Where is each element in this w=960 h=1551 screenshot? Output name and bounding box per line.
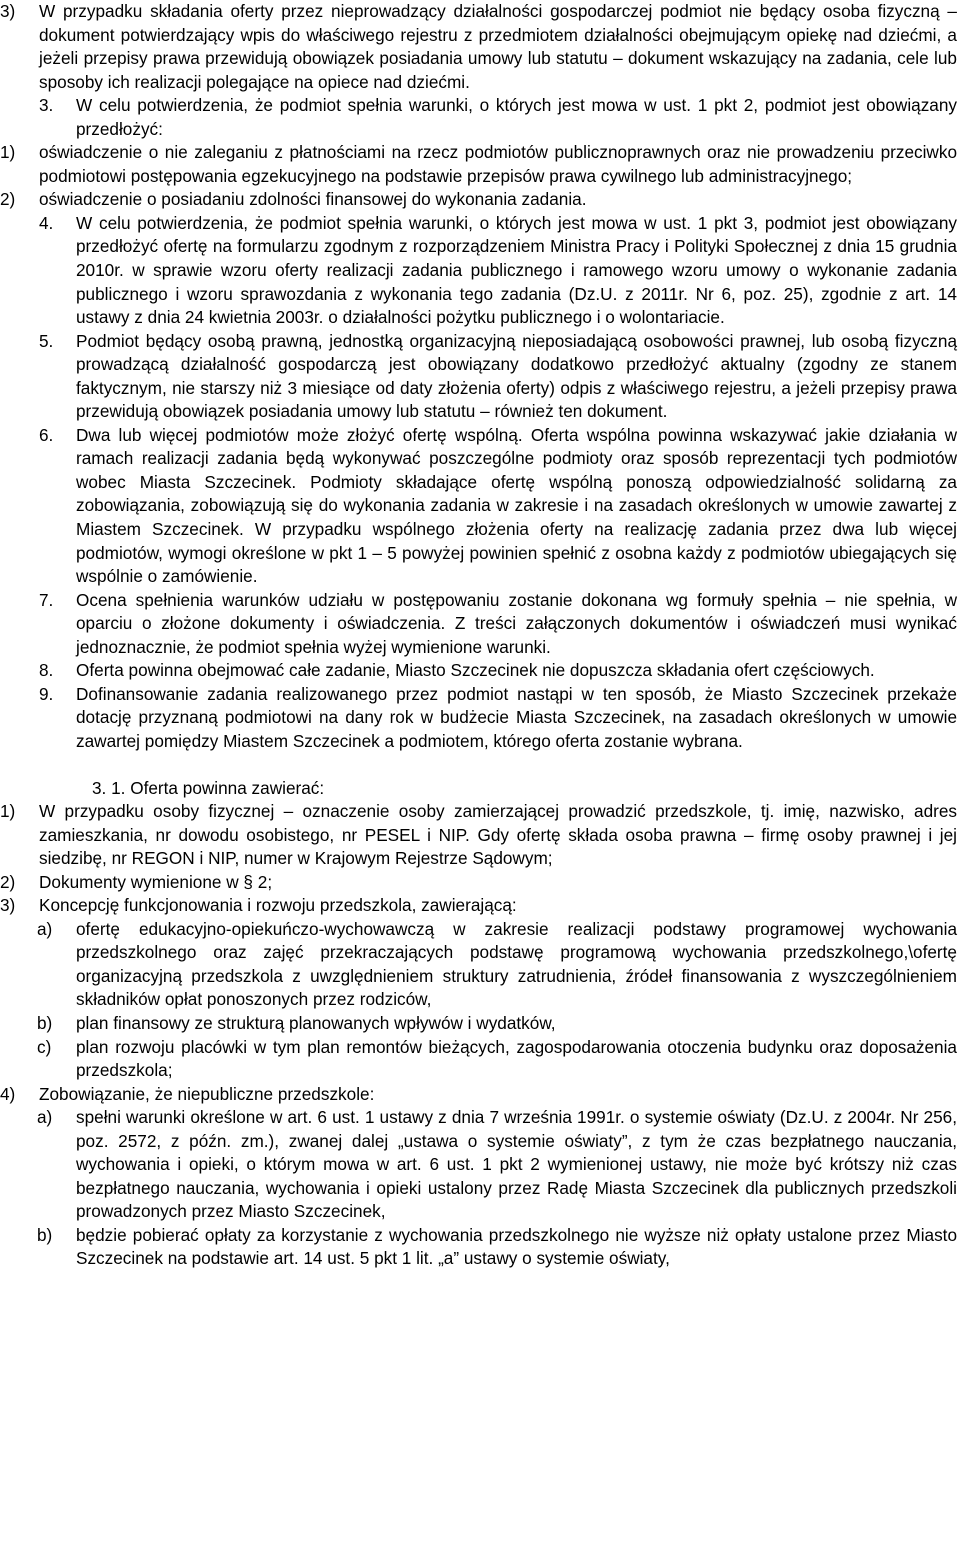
sub-item-letter: b) (37, 1224, 53, 1245)
list-item (0, 800, 957, 871)
item-number: 2) (0, 189, 16, 210)
sub-item-letter: a) (37, 1107, 53, 1128)
numbered-point (0, 212, 957, 330)
point-number: 8. (39, 660, 54, 681)
sub-item-letter: a) (37, 918, 53, 939)
item-text: Dokumenty wymienione w § 2; (39, 871, 273, 892)
item-number: 2) (0, 871, 16, 892)
item-text: W przypadku osoby fizycznej – oznaczenie osoby zamierzającej prowadzić przedszkole, tj. imię, nazwisko, adres zamieszkania, nr dowodu osobistego, nr PESEL i NIP. Gdy ofertę składa osoba prawna – firmę osoby prawnej i jej siedzibę, nr REGON i NIP, numer w Krajowym Rejestrze Sądowym; (39, 801, 957, 869)
sub-item-text: spełni warunki określone w art. 6 ust. 1 ustawy z dnia 7 września 1991r. o systemie oświaty (Dz.U. z 2004r. Nr 256, poz. 2572, z późn. zm.), zwanej dalej „ustawa o systemie oświaty”, z tym że czas bezpłatnego nauczania, wychowania i opieki, o którym mowa w art. 6 ust. 1 pkt 2 wymienionej ustawy, nie może być krótszy niż czas bezpłatnego nauczania, wychowania i opieki ustalony przez Radę Miasta Szczecinek dla publicznych przedszkoli prowadzonych przez Miasto Szczecinek, (76, 1107, 957, 1222)
point-number: 9. (39, 683, 54, 704)
numbered-point (0, 659, 957, 683)
point-text: Podmiot będący osobą prawną, jednostką organizacyjną nieposiadającą osobowości prawnej, lub osobą fizyczną prowadzącą działalność gospodarczą jest obowiązany dodatkowo przedłożyć aktualny (zgodny ze stanem faktycznym, nie starszy niż 3 miesiące od daty złożenia oferty) odpis z właściwego rejestru, a jeżeli przepisy prawa przewidują obowiązek posiadania umowy lub statutu – również ten dokument. (76, 330, 957, 422)
numbered-point (0, 330, 957, 424)
point-number: 5. (39, 330, 54, 351)
point-number: 6. (39, 424, 54, 445)
sub-list-item (0, 1224, 957, 1271)
list-item (0, 188, 957, 212)
point-text: Dwa lub więcej podmiotów może złożyć ofertę wspólną. Oferta wspólna powinna wskazywać jakie działania w ramach realizacji zadania będą wykonywać poszczególne podmioty oraz sposób reprezentacji tych podmiotów wobec Miasta Szczecinek. Podmioty składające ofertę wspólną ponoszą odpowiedzialność solidarną za zobowiązania, zobowiązują się do wykonania zadania w zakresie i na zasadach określonych w umowie zawartej z Miastem Szczecinek. W przypadku wspólnego złożenia oferty na realizację zadania przez dwa lub więcej podmiotów, wymogi określone w pkt 1 – 5 powyżej powinien spełnić z osobna każdy z podmiotów ubiegających się wspólnie o zamówienie. (76, 424, 957, 587)
item-text: Zobowiązanie, że niepubliczne przedszkole: (39, 1083, 375, 1104)
point-number: 4. (39, 212, 54, 233)
section-heading: 3. 1. Oferta powinna zawierać: (92, 777, 325, 798)
point-text: W celu potwierdzenia, że podmiot spełnia warunki, o których jest mowa w ust. 1 pkt 2, podmiot jest obowiązany przedłożyć: (76, 95, 957, 139)
list-item (0, 141, 957, 188)
sub-item-text: będzie pobierać opłaty za korzystanie z wychowania przedszkolnego nie wyższe niż opłaty ustalone przez Miasto Szczecinek na podstawie art. 14 ust. 5 pkt 1 lit. „a” ustawy o systemie oświaty, (76, 1224, 957, 1269)
item-text: oświadczenie o nie zaleganiu z płatnościami na rzecz podmiotów publicznoprawnych oraz nie prowadzeniu przeciwko podmiotowi postępowania egzekucyjnego na podstawie przepisów prawa cywilnego lub administracyjnego; (39, 142, 957, 186)
sub-item-text: plan rozwoju placówki w tym plan remontów bieżących, zagospodarowania otoczenia budynku oraz doposażenia przedszkola; (76, 1036, 957, 1081)
point-text: Oferta powinna obejmować całe zadanie, Miasto Szczecinek nie dopuszcza składania ofert częściowych. (76, 660, 875, 681)
item-text: oświadczenie o posiadaniu zdolności finansowej do wykonania zadania. (39, 189, 587, 210)
numbered-point (0, 94, 957, 141)
sub-item-letter: c) (37, 1036, 52, 1057)
item-number: 3) (0, 1, 16, 21)
sub-list-item (0, 1012, 957, 1036)
list-item (0, 894, 957, 918)
numbered-point (0, 424, 957, 589)
item-number: 3) (0, 895, 16, 916)
numbered-point (0, 683, 957, 754)
point-text: Ocena spełnienia warunków udziału w postępowaniu zostanie dokonana wg formuły spełnia – nie spełnia, w oparciu o złożone dokumenty i oświadczenia. Z treści załączonych dokumentów i oświadczeń musi wynikać jednoznacznie, że podmiot spełnia wyżej wymienione warunki. (76, 589, 957, 657)
numbered-point (0, 589, 957, 660)
point-text: Dofinansowanie zadania realizowanego przez podmiot nastąpi w ten sposób, że Miasto Szczecinek przekaże dotację przyznaną podmiotowi na dany rok w budżecie Miasta Szczecinek, na zasadach określonych w umowie zawartej pomiędzy Miastem Szczecinek a podmiotem, którego oferta zostanie wybrana. (76, 683, 957, 751)
item-number: 4) (0, 1083, 16, 1104)
sub-list-item (0, 918, 957, 1012)
point-number: 7. (39, 589, 54, 610)
item-text: W przypadku składania oferty przez nieprowadzący działalności gospodarczej podmiot nie będący osoba fizyczną – dokument potwierdzający wpis do właściwego rejestru z przedmiotem działalności obejmującym opiekę nad dziećmi, a jeżeli przepisy prawa przewidują obowiązek posiadania umowy lub statutu – dokument wskazujący na zadania, cele lub sposoby ich realizacji polegające na opiece nad dziećmi. (39, 1, 957, 92)
item-number: 1) (0, 142, 16, 163)
list-item (0, 1083, 957, 1107)
sub-item-text: plan finansowy ze strukturą planowanych wpływów i wydatków, (76, 1012, 556, 1033)
item-text: Koncepcję funkcjonowania i rozwoju przedszkola, zawierającą: (39, 895, 517, 916)
point-text: W celu potwierdzenia, że podmiot spełnia warunki, o których jest mowa w ust. 1 pkt 3, podmiot jest obowiązany przedłożyć ofertę na formularzu zgodnym z rozporządzeniem Ministra Pracy i Polityki Społecznej z dnia 15 grudnia 2010r. w sprawie wzoru oferty realizacji zadania publicznego i ramowego wzoru umowy o wykonanie zadania publicznego i wzoru sprawozdania z wykonania tego zadania (Dz.U. z 2011r. Nr 6, poz. 25), zgodnie z art. 14 ustawy z dnia 24 kwietnia 2003r. o działalności pożytku publicznego i o wolontariacie. (76, 212, 957, 328)
list-item (0, 0, 957, 94)
list-item (0, 871, 957, 895)
sub-item-text: ofertę edukacyjno-opiekuńczo-wychowawczą w zakresie realizacji podstawy programowej wychowania przedszkolnego oraz zajęć przekraczających podstawę programową wychowania przedszkolnego,\ofertę organizacyjną przedszkola z uwzględnieniem struktury zatrudnienia, źródeł finansowania z wyszczególnieniem składników opłat ponoszonych przez rodziców, (76, 918, 957, 1010)
sub-list-item (0, 1106, 957, 1224)
item-number: 1) (0, 801, 16, 822)
sub-item-letter: b) (37, 1012, 53, 1033)
point-number: 3. (39, 95, 54, 116)
sub-list-item (0, 1036, 957, 1083)
